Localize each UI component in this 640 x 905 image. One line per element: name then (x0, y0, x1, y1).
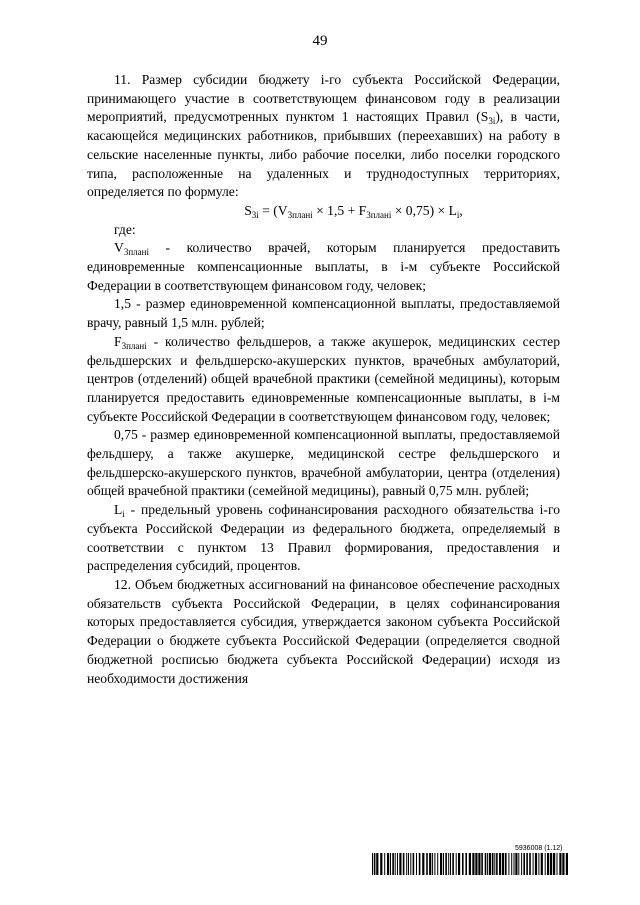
barcode-bar (494, 853, 495, 875)
barcode-bar (562, 853, 564, 875)
barcode-bar (508, 853, 509, 875)
barcode-bar (553, 853, 555, 875)
barcode-bar (413, 853, 415, 875)
barcode-bar (372, 853, 373, 875)
barcode-bar (485, 853, 487, 875)
barcode-bar (374, 853, 376, 875)
barcode-bar (521, 853, 522, 875)
barcode-bar (550, 853, 552, 875)
barcode-bar (445, 853, 447, 875)
document-code: 5936008 (1.12) (515, 845, 563, 852)
barcode-bar (469, 853, 471, 875)
barcode-bar (475, 853, 477, 875)
paragraph-12: 12. Объем бюджетных ассигнований на финансовое обеспечение расходных обязательств субъекта Российской Федерации, в целях софинансирования которых предоставляется субсидия, утверждается законом субъекта Российской Федерации о бюджете субъекта Российской Федерации (определяется сводной бюджетной росписью бюджета субъекта Российской Федерации) исходя из необходимости достижения (87, 576, 560, 686)
barcode-bar (419, 853, 421, 875)
barcode-bar (529, 853, 531, 875)
barcode-bar (499, 853, 501, 875)
barcode-bar (492, 853, 494, 875)
barcode-bar (541, 853, 543, 875)
barcode-bar (545, 853, 546, 875)
barcode-bar (518, 853, 519, 875)
page-number: 49 (312, 33, 328, 49)
barcode-bar (399, 853, 401, 875)
barcode-bar (450, 853, 451, 875)
barcode-bar (533, 853, 534, 875)
barcode (372, 853, 568, 875)
barcode-bar (429, 853, 431, 875)
barcode-bar (384, 853, 385, 875)
barcode-bar (557, 853, 558, 875)
definition-v: $V_{3планi}$ - количество врачей, которым планируется предоставить единовременные компенсационные выплаты, в i-м субъекте Российской Федерации в соответствующем финансовом году, человек; (87, 240, 560, 293)
barcode-bar (408, 853, 409, 875)
definition-l: $L_i$ - предельный уровень софинансирования расходного обязательства i-го субъекта Российской Федерации из федерального бюджета, определяемый в соответствии с пунктом 13 Правил формирования, предоставления и распределения субсидий, процентов. (87, 502, 560, 574)
barcode-bar (376, 853, 378, 875)
document-body (87, 71, 560, 688)
barcode-bar (392, 853, 394, 875)
barcode-bar (434, 853, 435, 875)
barcode-bar (458, 853, 460, 875)
barcode-bar (478, 853, 480, 875)
definition-f: $F_{3планi}$ - количество фельдшеров, а также акушерок, медицинских сестер фельдшерских и фельдшерско-акушерских пунктов, врачебных амбулаторий, центров (отделений) общей врачебной практики (семейной медицины), которым планируется предоставить единовременные компенсационные выплаты, в i-м субъекте Российской Федерации в соответствующем финансовом году, человек; (87, 333, 560, 424)
definition-0-75: 0,75 - размер единовременной компенсационной выплаты, предоставляемой фельдшеру, а также акушерке, медицинской сестре фельдшерского и фельдшерско-акушерского пунктов, врачебной амбулатории, центра (отделения) общей врачебной практики (семейной медицины), равный 0,75 млн. рублей; (87, 427, 560, 499)
barcode-bar (456, 853, 457, 875)
barcode-bar (426, 853, 428, 875)
barcode-bar (489, 853, 491, 875)
barcode-bar (387, 853, 389, 875)
where-label: где: (114, 221, 136, 237)
barcode-bar (559, 853, 561, 875)
barcode-bar (514, 853, 515, 875)
barcode-bar (395, 853, 396, 875)
barcode-bar (422, 853, 424, 875)
barcode-bar (538, 853, 539, 875)
barcode-bar (432, 853, 433, 875)
barcode-bar (397, 853, 398, 875)
formula: $S_{3i} = (V_{3планi} \times 1,5 + F_{3планi} \times 0,75) \times L_i$, (244, 202, 463, 220)
barcode-bar (535, 853, 537, 875)
barcode-bar (505, 853, 507, 875)
barcode-bar (380, 853, 382, 875)
definition-1-5: 1,5 - размер единовременной компенсационной выплаты, предоставляемой врачу, равный 1,5 млн. рублей; (87, 296, 560, 331)
barcode-bar (443, 853, 444, 875)
barcode-bar (502, 853, 504, 875)
barcode-bar (465, 853, 467, 875)
barcode-bar (452, 853, 454, 875)
barcode-bar (511, 853, 512, 875)
barcode-bar (448, 853, 449, 875)
barcode-bar (472, 853, 474, 875)
barcode-bar (526, 853, 528, 875)
barcode-bar (523, 853, 525, 875)
barcode-bar (515, 853, 517, 875)
barcode-bar (547, 853, 549, 875)
barcode-bar (403, 853, 405, 875)
barcode-bar (410, 853, 411, 875)
barcode-bar (390, 853, 391, 875)
barcode-bar (406, 853, 407, 875)
barcode-bar (437, 853, 438, 875)
barcode-bar (496, 853, 498, 875)
barcode-bar (416, 853, 417, 875)
paragraph-11: 11. Размер субсидии бюджету i-го субъекта Российской Федерации, принимающего участие в соответствующем финансовом году в реализации мероприятий, предусмотренных пунктом 1 настоящих Правил $(S_{3i})$, в части, касающейся медицинских работников, прибывших (переехавших) на работу в сельские населенные пункты, либо рабочие поселки, либо поселки городского типа, расположенные на удаленных и труднодоступных территориях, определяется по формуле: (87, 72, 560, 200)
barcode-bar (462, 853, 464, 875)
barcode-bar (487, 853, 488, 875)
barcode-bar (481, 853, 483, 875)
barcode-bar (566, 853, 568, 875)
barcode-bar (440, 853, 442, 875)
